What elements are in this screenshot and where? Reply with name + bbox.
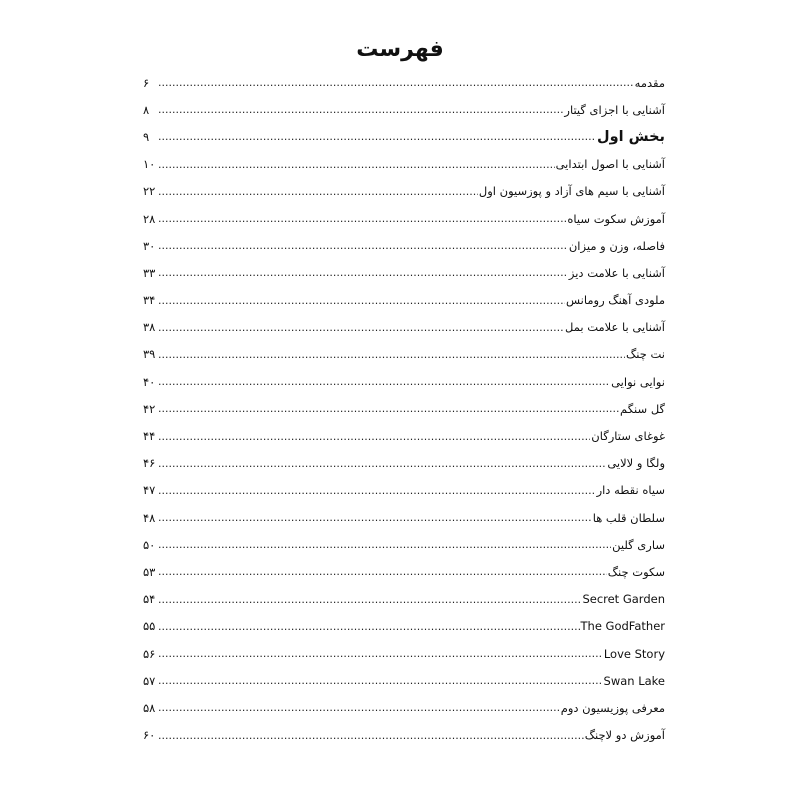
toc-page-number: ۵۴ — [143, 592, 156, 607]
toc-row — [143, 205, 665, 232]
dot-leader — [158, 484, 596, 497]
toc-page-number: ۴۶ — [143, 456, 156, 471]
toc-page-number: ۹ — [143, 129, 150, 144]
toc-row — [143, 640, 665, 667]
toc-row — [143, 395, 665, 422]
dot-leader — [158, 294, 565, 307]
toc-entry-title: ساری گلین — [612, 537, 665, 552]
toc-entry-title: ولگا و لالایی — [607, 456, 665, 471]
toc-row — [143, 69, 665, 96]
toc-page-number: ۵۶ — [143, 646, 156, 661]
dot-leader — [158, 402, 619, 415]
toc-row — [143, 477, 665, 504]
dot-leader — [158, 701, 560, 714]
dot-leader — [158, 375, 610, 388]
toc-entry-title: آموزش سکوت سیاه — [567, 211, 665, 226]
toc-page-number: ۱۰ — [143, 157, 156, 172]
toc-page-number: ۶ — [143, 75, 150, 90]
dot-leader — [158, 321, 564, 334]
toc-entry-title: بخش اول — [596, 128, 665, 145]
toc-page-number: ۴۲ — [143, 401, 156, 416]
toc-row — [143, 151, 665, 178]
toc-page-number: ۳۴ — [143, 293, 156, 308]
toc-row — [143, 504, 665, 531]
dot-leader — [158, 130, 596, 143]
toc-section-row — [143, 123, 665, 150]
dot-leader — [158, 647, 603, 660]
table-of-contents — [143, 69, 665, 749]
toc-entry-title: غوغای ستارگان — [591, 429, 665, 444]
dot-leader — [158, 620, 580, 633]
toc-entry-title: سکوت چنگ — [607, 564, 665, 579]
toc-page-number: ۵۳ — [143, 564, 156, 579]
toc-page-number: ۲۲ — [143, 184, 156, 199]
toc-entry-title: نت چنگ — [625, 347, 665, 362]
toc-page-number: ۳۸ — [143, 320, 156, 335]
dot-leader — [158, 158, 555, 171]
toc-entry-title: معرفی پوزیسیون دوم — [560, 700, 665, 715]
dot-leader — [158, 565, 607, 578]
toc-entry-title: Secret Garden — [582, 592, 665, 607]
toc-row — [143, 341, 665, 368]
toc-entry-title: Love Story — [603, 646, 665, 661]
toc-row — [143, 586, 665, 613]
toc-page-number: ۳۹ — [143, 347, 156, 362]
toc-row — [143, 531, 665, 558]
dot-leader — [158, 538, 611, 551]
toc-row — [143, 314, 665, 341]
dot-leader — [158, 511, 592, 524]
toc-page-number: ۵۰ — [143, 537, 156, 552]
toc-entry-title: The GodFather — [580, 619, 665, 634]
toc-page-number: ۵۷ — [143, 673, 156, 688]
toc-row — [143, 287, 665, 314]
toc-row — [143, 368, 665, 395]
dot-leader — [158, 729, 584, 742]
toc-entry-title: سیاه نقطه دار — [596, 483, 665, 498]
dot-leader — [158, 430, 590, 443]
toc-entry-title: آشنایی با علامت دیز — [568, 265, 665, 280]
toc-page-number: ۴۸ — [143, 510, 156, 525]
toc-entry-title: گل سنگم — [620, 401, 665, 416]
toc-row — [143, 667, 665, 694]
toc-page-number: ۸ — [143, 102, 150, 117]
toc-entry-title: آشنایی با اجزای گیتار — [564, 102, 665, 117]
toc-entry-title: Swan Lake — [603, 673, 665, 688]
toc-entry-title: ملودی آهنگ رومانس — [566, 293, 665, 308]
dot-leader — [158, 76, 634, 89]
toc-entry-title: آشنایی با علامت بمل — [565, 320, 665, 335]
dot-leader — [158, 348, 625, 361]
toc-page-number: ۵۸ — [143, 700, 156, 715]
toc-page-number: ۶۰ — [143, 728, 156, 743]
toc-row — [143, 96, 665, 123]
toc-row — [143, 722, 665, 749]
toc-row — [143, 232, 665, 259]
dot-leader — [158, 239, 568, 252]
toc-page-number: ۴۴ — [143, 429, 156, 444]
dot-leader — [158, 457, 606, 470]
toc-entry-title: مقدمه — [634, 75, 665, 90]
toc-row — [143, 178, 665, 205]
toc-page-number: ۴۰ — [143, 374, 156, 389]
toc-row — [143, 422, 665, 449]
dot-leader — [158, 103, 563, 116]
dot-leader — [158, 185, 478, 198]
toc-entry-title: سلطان قلب ها — [592, 510, 665, 525]
toc-page-number: ۳۰ — [143, 238, 156, 253]
dot-leader — [158, 266, 568, 279]
dot-leader — [158, 593, 581, 606]
toc-entry-title: آشنایی با سیم های آزاد و پوزسیون اول — [478, 184, 665, 199]
toc-page-number: ۳۳ — [143, 265, 156, 280]
toc-row — [143, 259, 665, 286]
toc-entry-title: آموزش دو لاچنگ — [584, 728, 665, 743]
toc-page-number: ۲۸ — [143, 211, 156, 226]
toc-row — [143, 694, 665, 721]
toc-row — [143, 450, 665, 477]
toc-page-number: ۴۷ — [143, 483, 156, 498]
toc-row — [143, 613, 665, 640]
toc-entry-title: فاصله، وزن و میزان — [568, 238, 665, 253]
toc-page-number: ۵۵ — [143, 619, 156, 634]
dot-leader — [158, 212, 566, 225]
dot-leader — [158, 674, 603, 687]
toc-row — [143, 558, 665, 585]
page-title: فهرست — [356, 37, 444, 62]
toc-entry-title: آشنایی با اصول ابتدایی — [555, 157, 665, 172]
toc-entry-title: نوایی نوایی — [611, 374, 665, 389]
